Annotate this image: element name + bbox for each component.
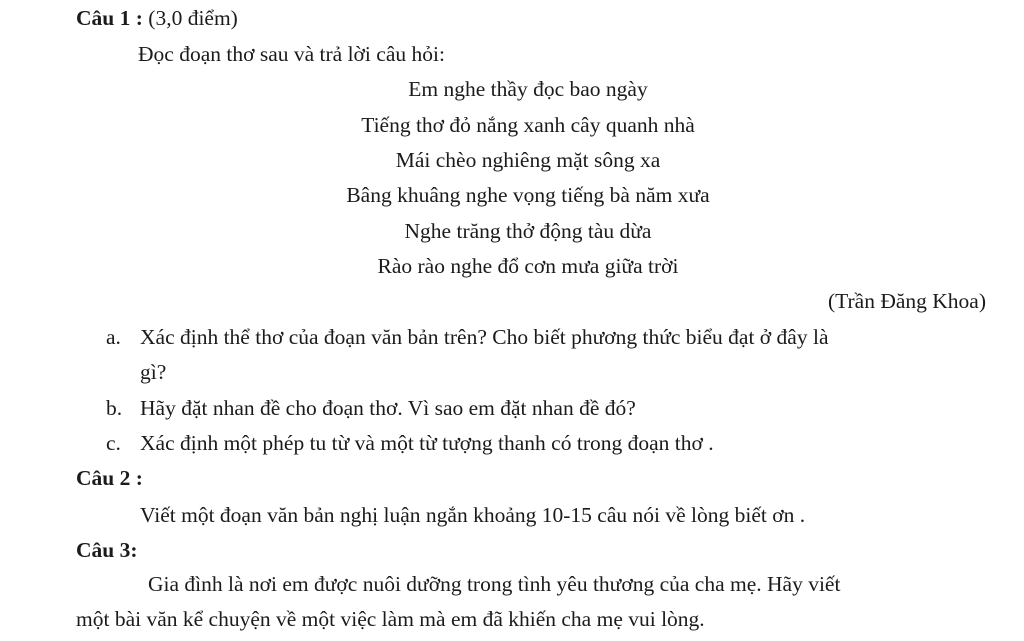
poem-line: Nghe trăng thở động tàu dừa [404,219,652,243]
subquestion-a [106,323,828,351]
question-1-points: (3,0 điểm) [148,6,238,30]
subquestion-text: Hãy đặt nhan đề cho đoạn thơ. Vì sao em đặt nhan đề đó? [140,396,636,420]
subquestion-c [106,429,714,457]
question-1-instruction: Đọc đoạn thơ sau và trả lời câu hỏi: [138,42,445,66]
poem-line: Tiếng thơ đỏ nắng xanh cây quanh nhà [361,113,695,137]
poem-line: Bâng khuâng nghe vọng tiếng bà năm xưa [346,183,710,207]
subquestion-marker: a. [106,325,121,349]
question-3-text-line-1: Gia đình là nơi em được nuôi dưỡng trong tình yêu thương của cha mẹ. Hãy viết [148,572,841,596]
poem-line: Mái chèo nghiêng mặt sông xa [395,148,661,172]
subquestion-text: Xác định thể thơ của đoạn văn bản trên? Cho biết phương thức biểu đạt ở đây là [140,325,829,349]
poem-line: Em nghe thầy đọc bao ngày [408,77,648,101]
subquestion-b [106,394,636,422]
poem-line: Rào rào nghe đổ cơn mưa giữa trời [377,254,679,278]
question-3-heading: Câu 3: [76,538,138,562]
question-1-heading: Câu 1 : [76,6,143,30]
subquestion-marker: c. [106,431,121,455]
question-3-text-line-2: một bài văn kể chuyện về một việc làm mà em đã khiến cha mẹ vui lòng. [76,607,705,631]
question-2-text: Viết một đoạn văn bản nghị luận ngắn khoảng 10-15 câu nói về lòng biết ơn . [140,503,806,527]
poem-author: (Trần Đăng Khoa) [827,289,986,313]
subquestion-a-continuation: gì? [140,360,167,384]
subquestion-marker: b. [106,396,123,420]
question-2-heading: Câu 2 : [76,466,143,490]
question-1-header [76,4,238,32]
subquestion-text: Xác định một phép tu từ và một từ tượng thanh có trong đoạn thơ . [140,431,714,455]
